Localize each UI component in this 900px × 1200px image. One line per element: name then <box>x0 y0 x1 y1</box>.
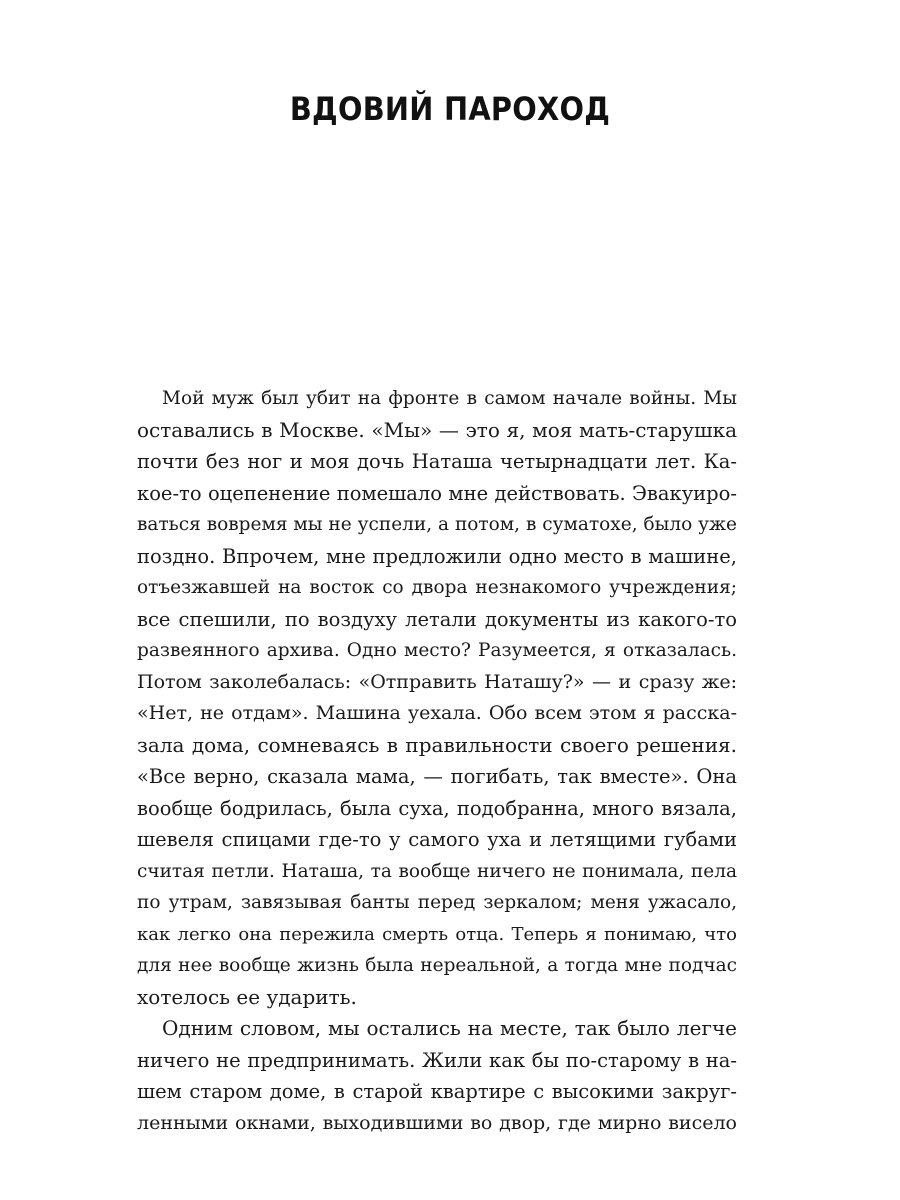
text-line: вообще бодрилась, была суха, подобранна, много вязала, <box>137 796 737 820</box>
text-line: отъезжавшей на восток со двора незнакомого учреждения; <box>137 577 737 598</box>
body-text <box>137 383 737 1139</box>
text-line: все спешили, по воздуху летали документы из какого-то <box>137 607 737 631</box>
text-line: хотелось ее ударить. <box>137 984 357 1009</box>
text-line: ваться вовремя мы не успели, а потом, в суматохе, было уже <box>137 514 737 535</box>
text-line: Одним словом, мы остались на месте, так было легче <box>162 1016 737 1040</box>
text-line: «Все верно, сказала мама, — погибать, так вместе». Она <box>137 765 737 788</box>
text-line: шем старом доме, в старой квартире с высокими закруг- <box>137 1080 737 1103</box>
text-line: Потом заколебалась: «Отправить Наташу?» — и сразу же: <box>137 670 737 693</box>
text-line: ничего не предпринимать. Жили как бы по-старому в на- <box>137 1048 737 1072</box>
text-line: Мой муж был убит на фронте в самом начале войны. Мы <box>162 388 737 409</box>
text-line: оставались в Москве. «Мы» — это я, моя мать-старушка <box>137 417 737 442</box>
text-line: почти без ног и моя дочь Наташа четырнадцати лет. Ка- <box>137 450 737 473</box>
text-line: ленными окнами, выходившими во двор, где мирно висело <box>137 1111 737 1134</box>
text-line: шевеля спицами где-то у самого уха и летящими губами <box>137 828 737 851</box>
chapter-title: ВДОВИЙ ПАРОХОД <box>289 90 611 128</box>
text-line: по утрам, завязывая банты перед зеркалом; меня ужасало, <box>137 892 737 913</box>
text-line: поздно. Впрочем, мне предложили одно место в машине, <box>137 544 737 568</box>
text-line: зала дома, сомневаясь в правильности своего решения. <box>137 732 737 757</box>
text-line: «Нет, не отдам». Машина уехала. Обо всем этом я расска- <box>137 702 737 724</box>
text-line: считая петли. Наташа, та вообще ничего не понимала, пела <box>137 860 737 882</box>
text-line: для нее вообще жизнь была нереальной, а тогда мне подчас <box>137 955 737 976</box>
text-line: как легко она пережила смерть отца. Теперь я понимаю, что <box>137 923 737 945</box>
text-line: развеянного архива. Одно место? Разумеется, я отказалась. <box>137 640 737 661</box>
text-line: кое-то оцепенение помешало мне действовать. Эвакуиро- <box>137 481 737 505</box>
